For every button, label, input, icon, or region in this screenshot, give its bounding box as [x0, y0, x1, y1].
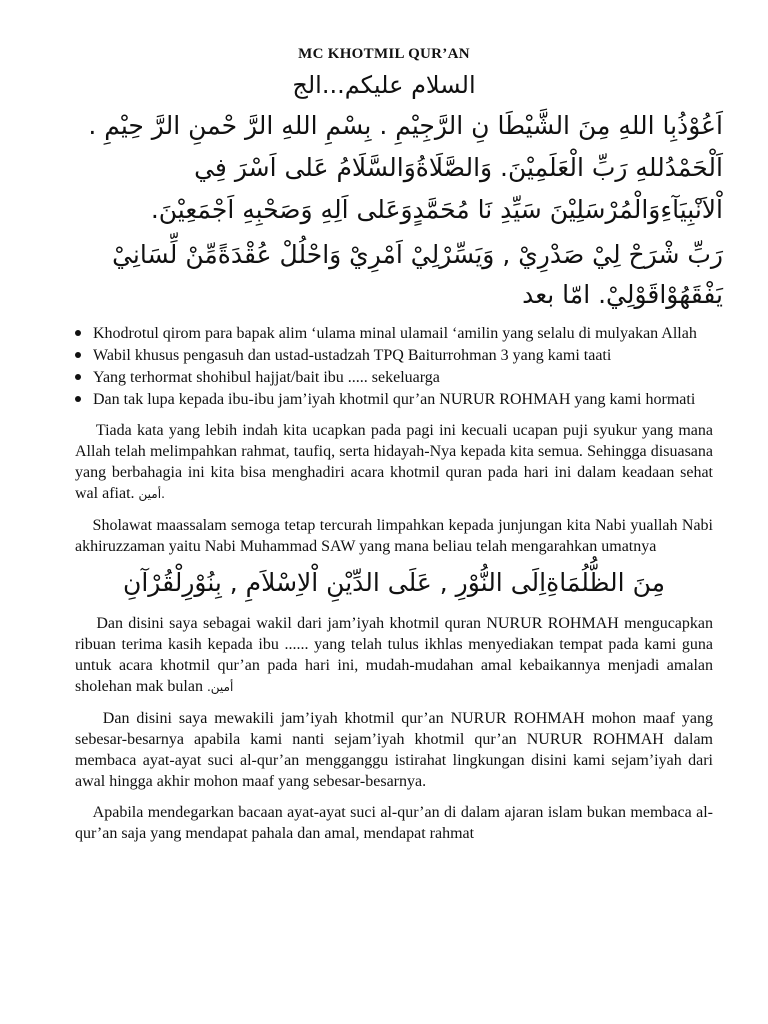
- paragraph-text: Tiada kata yang lebih indah kita ucapkan pada pagi ini kecuali ucapan puji syukur yang mana Allah telah melimpahkan rahmat, taufiq, serta hidayah-Nya kepada kita semua. Sehingga disuasana yang berbahagia ini kita bisa menghadiri acara khotmil quran pada hari ini dalam keadaan sehat wal afiat.: [75, 422, 714, 502]
- bullet-icon: [75, 374, 81, 380]
- greeting-text: Yang terhormat shohibul hajjat/bait ibu ..... sekeluarga: [93, 369, 440, 386]
- paragraph-reward: [75, 802, 713, 844]
- paragraph-text: Apabila mendegarkan bacaan ayat-ayat suci al-qur’an di dalam ajaran islam bukan membaca al-qur’an saja yang mendapat pahala dan amal, mendapat rahmat: [75, 804, 714, 842]
- paragraph-text: Sholawat maassalam semoga tetap tercurah limpahkan kepada junjungan kita Nabi yuallah Nabi akhiruzzaman yaitu Nabi Muhammad SAW yang mana beliau telah mengarahkan umatnya: [75, 517, 714, 555]
- paragraph-sholawat: [75, 515, 713, 557]
- bullet-icon: [75, 352, 81, 358]
- verse-arabic-text: مِنَ الظُّلُمَاةِاِلَى النُّوْرِ , عَلَى الدِّيْنِ اْلاِسْلاَمِ , بِنُوْرِلْقُرْآنِ: [122, 568, 665, 597]
- paragraph-text: Dan disini saya sebagai wakil dari jam’iyah khotmil quran NURUR ROHMAH mengucapkan ribuan terima kasih kepada ibu ...... yang telah tulus ikhlas menyediakan tempat pada kami guna untuk acara khotmil qur’an pada hari ini, mudah-mudahan amal kebaikannya menjadi amalan sholehan mak bulan: [75, 615, 714, 695]
- greetings-list: [75, 323, 713, 410]
- greeting-text: Wabil khusus pengasuh dan ustad-ustadzah TPQ Baiturrohman 3 yang kami taati: [93, 347, 612, 364]
- bullet-icon: [75, 330, 81, 336]
- list-item: [75, 323, 713, 344]
- list-item: [75, 345, 713, 366]
- paragraph-thanks: [75, 613, 713, 698]
- bullet-icon: [75, 396, 81, 402]
- page-title: MC KHOTMIL QUR’AN: [298, 46, 470, 62]
- paragraph-text: Dan disini saya mewakili jam’iyah khotmil qur’an NURUR ROHMAH mohon maaf yang sebesar-besarnya apabila kami nanti sejam’iyah khotmil qur’an NURUR ROHMAH dalam membaca ayat-ayat suci al-qur’an mengganggu istirahat lingkungan disini kami sejam’iyah dari awal hingga akhir mohon maaf yang sebesar-besarnya.: [75, 710, 713, 790]
- salam-greeting: السلام عليكم...الج: [292, 71, 476, 99]
- paragraph-gratitude: [75, 420, 713, 505]
- greeting-text: Dan tak lupa kepada ibu-ibu jam’iyah khotmil qur’an NURUR ROHMAH yang kami hormati: [93, 391, 696, 408]
- amin-text: أمين.: [138, 487, 165, 501]
- list-item: [75, 367, 713, 388]
- paragraph-apology: [75, 708, 713, 792]
- amin-text: .أمين: [206, 680, 234, 694]
- doa-arabic-text: رَبِّ شْرَحْ لِيْ صَدْرِيْ , وَيَسِّرْلِيْ اَمْرِيْ وَاحْلُلْ عُقْدَةًمِّنْ لِّسَانِيْ يَفْقَهُوْاقَوْلِيْ. امّا بعد: [112, 240, 723, 309]
- opening-arabic-text: اَعُوْذُبِا اللهِ مِنَ الشَّيْطَا نِ الرَّجِيْمِ . بِسْمِ اللهِ الرَّ حْمنِ الرَّ حِيْمِ . اَلْحَمْدُللهِ رَبِّ الْعَلَمِيْنَ. وَالصَّلَاةُوَالسَّلَامُ عَلى اَسْرَ فِي اْلاَنْبِيَآءِوَالْمُرْسَلِيْنَ سَيِّدِ نَا مُحَمَّدٍوَعَلى اَلِهِ وَصَحْبِهِ اَجْمَعِيْنَ.: [88, 111, 723, 224]
- list-item: [75, 389, 713, 410]
- greeting-text: Khodrotul qirom para bapak alim ‘ulama minal ulamail ‘amilin yang selalu di mulyakan Allah: [93, 325, 697, 342]
